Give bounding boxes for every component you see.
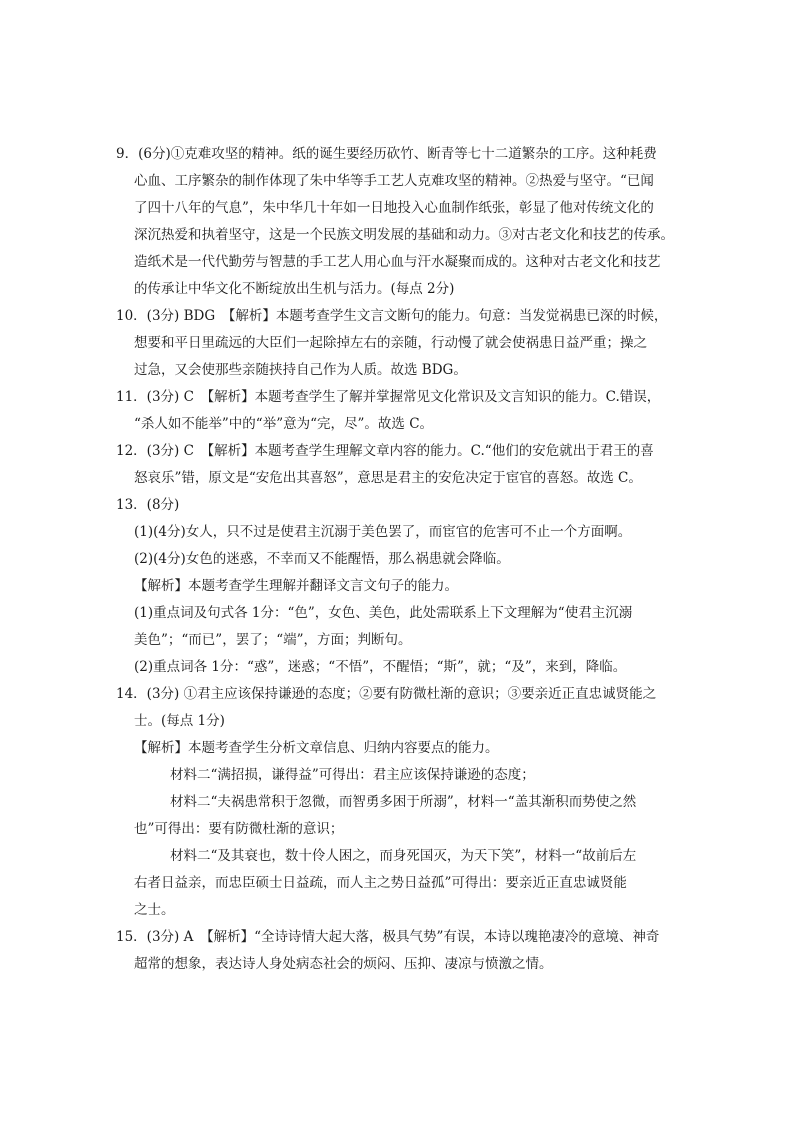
- text-line: 美色”；“而已”，罢了；“端”，方面；判断句。: [134, 632, 412, 648]
- text-line: 【解析】本题考查学生分析文章信息、归纳内容要点的能力。: [134, 740, 499, 756]
- text-line: 13．(8分): [116, 497, 180, 513]
- text-line: 了四十八年的气息”，朱中华几十年如一日地投入心血制作纸张，彰显了他对传统文化的: [134, 200, 654, 216]
- text-line: 过急，又会使那些亲随挟持自己作为人质。故选 BDG。: [134, 362, 467, 378]
- text-line: 材料二“及其衰也，数十伶人困之，而身死国灭，为天下笑”，材料一“故前后左: [170, 848, 637, 864]
- text-line: 超常的想象，表达诗人身处病态社会的烦闷、压抑、凄凉与愤激之情。: [134, 956, 553, 972]
- text-line: “杀人如不能举”中的“举”意为“完，尽”。故选 C。: [134, 416, 434, 432]
- text-line: 的传承让中华文化不断绽放出生机与活力。(每点 2分): [134, 281, 455, 297]
- text-line: 12．(3分) C 【解析】本题考查学生理解文章内容的能力。C.“他们的安危就出于君王的喜: [116, 443, 654, 459]
- text-line: 材料二“满招损，谦得益”可得出：君主应该保持谦逊的态度；: [170, 767, 535, 783]
- text-line: 9．(6分)①克难攻坚的精神。纸的诞生要经历砍竹、断青等七十二道繁杂的工序。这种耗费: [116, 146, 657, 162]
- text-line: 怒哀乐”错，原文是“安危出其喜怒”，意思是君主的安危决定于宦官的喜怒。故选 C。: [134, 470, 642, 486]
- text-line: 想要和平日里疏远的大臣们一起除掉左右的亲随，行动慢了就会使祸患日益严重；操之: [134, 335, 647, 351]
- text-line: 材料二“夫祸患常积于忽微，而智勇多困于所溺”，材料一“盖其渐积而势使之然: [170, 794, 637, 810]
- text-line: (2)(4分)女色的迷惑，不幸而又不能醒悟，那么祸患就会降临。: [134, 551, 510, 567]
- text-line: (1)重点词及句式各 1分：“色”，女色、美色，此处需联系上下文理解为“使君主沉溺: [134, 605, 633, 621]
- text-line: 之士。: [134, 902, 175, 918]
- text-line: 【解析】本题考查学生理解并翻译文言文句子的能力。: [134, 578, 458, 594]
- text-line: 士。(每点 1分): [134, 713, 225, 729]
- text-line: 10．(3分) BDG 【解析】本题考查学生文言文断句的能力。句意：当发觉祸患已深的时候，: [116, 308, 668, 324]
- text-line: 右者日益亲，而忠臣硕士日益疏，而人主之势日益孤”可得出：要亲近正直忠诚贤能: [134, 875, 627, 891]
- text-line: 造纸术是一代代勤劳与智慧的手工艺人用心血与汗水凝聚而成的。这种对古老文化和技艺: [134, 254, 661, 270]
- text-line: (2)重点词各 1分：“惑”，迷惑；“不悟”，不醒悟；“斯”，就；“及”，来到，降临。: [134, 659, 627, 675]
- text-line: 也”可得出：要有防微杜渐的意识；: [134, 821, 344, 837]
- text-line: 心血、工序繁杂的制作体现了朱中华等手工艺人克难攻坚的精神。②热爱与坚守。“已闻: [134, 173, 654, 189]
- text-line: 14．(3分) ①君主应该保持谦逊的态度；②要有防微杜渐的意识；③要亲近正直忠诚贤能之: [116, 686, 657, 702]
- text-line: (1)(4分)女人，只不过是使君主沉溺于美色罢了，而宦官的危害可不止一个方面啊。: [134, 524, 632, 540]
- text-line: 深沉热爱和执着坚守，这是一个民族文明发展的基础和动力。③对古老文化和技艺的传承。: [134, 227, 674, 243]
- text-line: 11．(3分) C 【解析】本题考查学生了解并掌握常见文化常识及文言知识的能力。C.错误，: [116, 389, 661, 405]
- text-line: 15．(3分) A 【解析】“全诗诗情大起大落，极具气势”有误，本诗以瑰艳凄冷的意境、神奇: [116, 929, 660, 945]
